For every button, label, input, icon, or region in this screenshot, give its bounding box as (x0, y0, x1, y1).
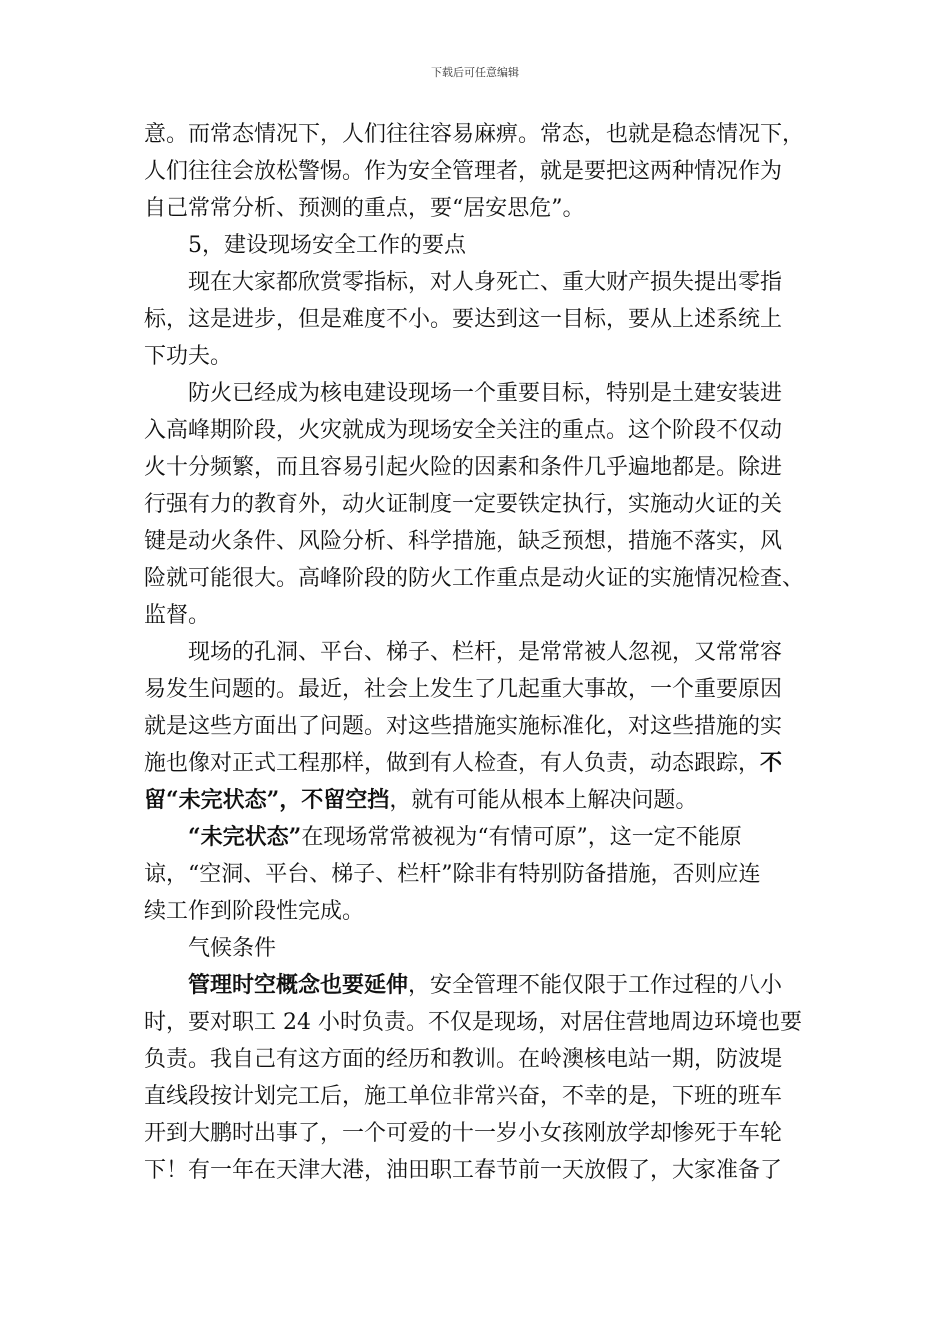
text-line (144, 338, 824, 375)
text-line (144, 1004, 824, 1041)
text-line (144, 597, 824, 634)
text-line (144, 930, 824, 967)
text-run: 下功夫。 (144, 344, 233, 369)
text-run: 键是动火条件、风险分析、科学措施，缺乏预想，措施不落实，风 (144, 529, 783, 554)
text-run: 谅，“空洞、平台、梯子、栏杆”除非有特别防备措施，否则应连 (144, 862, 761, 887)
text-line (144, 560, 824, 597)
text-line (144, 412, 824, 449)
text-line (144, 967, 824, 1004)
text-run: 下！有一年在天津大港，油田职工春节前一天放假了，大家准备了 (144, 1158, 783, 1183)
text-line (144, 819, 824, 856)
text-run: 火十分频繁，而且容易引起火险的因素和条件几乎遍地都是。除进 (144, 455, 783, 480)
text-run: 防火已经成为核电建设现场一个重要目标，特别是土建安装进 (188, 381, 783, 406)
text-line (144, 634, 824, 671)
text-line (144, 1078, 824, 1115)
bold-text-run: 不 (760, 750, 783, 776)
text-run: 现场的孔洞、平台、梯子、栏杆，是常常被人忽视，又常常容 (188, 640, 783, 665)
text-run: 气候条件 (188, 936, 277, 961)
text-line (144, 1041, 824, 1078)
text-run: ，就有可能从根本上解决问题。 (389, 788, 698, 813)
text-line (144, 264, 824, 301)
text-run: 开到大鹏时出事了，一个可爱的十一岁小女孩刚放学却惨死于车轮 (144, 1121, 783, 1146)
text-line (144, 671, 824, 708)
text-run: 标，这是进步，但是难度不小。要达到这一目标，要从上述系统上 (144, 307, 783, 332)
text-line (144, 708, 824, 745)
text-line (144, 782, 824, 819)
body-text (144, 116, 824, 1189)
text-line (144, 745, 824, 782)
text-line (144, 1115, 824, 1152)
text-line (144, 375, 824, 412)
text-run: 入高峰期阶段，火灾就成为现场安全关注的重点。这个阶段不仅动 (144, 418, 783, 443)
text-run: 在现场常常被视为“有情可原”，这一定不能原 (301, 825, 742, 850)
text-line (144, 153, 824, 190)
header-note: 下载后可任意编辑 (431, 66, 519, 79)
text-run: 时，要对职工 24 小时负责。不仅是现场，对居住营地周边环境也要 (144, 1010, 802, 1035)
text-line (144, 856, 824, 893)
text-run: 监督。 (144, 603, 211, 628)
text-line (144, 449, 824, 486)
text-run: 施也像对正式工程那样，做到有人检查，有人负责，动态跟踪， (144, 751, 761, 776)
text-line (144, 190, 824, 227)
text-run: 负责。我自己有这方面的经历和教训。在岭澳核电站一期，防波堤 (144, 1047, 783, 1072)
text-run: 行强有力的教育外，动火证制度一定要铁定执行，实施动火证的关 (144, 492, 783, 517)
text-run: 续工作到阶段性完成。 (144, 899, 365, 924)
text-run: 易发生问题的。最近，社会上发生了几起重大事故，一个重要原因 (144, 677, 783, 702)
text-run: 险就可能很大。高峰阶段的防火工作重点是动火证的实施情况检查、 (144, 566, 805, 591)
text-line (144, 116, 824, 153)
text-line (144, 486, 824, 523)
text-run: 自己常常分析、预测的重点，要“居安思危”。 (144, 196, 585, 221)
text-line (144, 301, 824, 338)
text-run: ，安全管理不能仅限于工作过程的八小 (408, 973, 783, 998)
text-line (144, 893, 824, 930)
text-run: 5，建设现场安全工作的要点 (188, 233, 466, 258)
bold-text-run: 管理时空概念也要延伸 (188, 972, 409, 998)
text-line (144, 227, 824, 264)
text-line (144, 1152, 824, 1189)
text-run: 现在大家都欣赏零指标，对人身死亡、重大财产损失提出零指 (188, 270, 783, 295)
bold-text-run: “未完状态” (188, 824, 302, 850)
bold-text-run: 留“未完状态”，不留空挡 (144, 787, 390, 813)
text-run: 人们往往会放松警惕。作为安全管理者，就是要把这两种情况作为 (144, 159, 783, 184)
text-run: 就是这些方面出了问题。对这些措施实施标准化，对这些措施的实 (144, 714, 783, 739)
text-run: 意。而常态情况下，人们往往容易麻痹。常态，也就是稳态情况下， (144, 122, 805, 147)
text-line (144, 523, 824, 560)
text-run: 直线段按计划完工后，施工单位非常兴奋，不幸的是，下班的班车 (144, 1084, 783, 1109)
